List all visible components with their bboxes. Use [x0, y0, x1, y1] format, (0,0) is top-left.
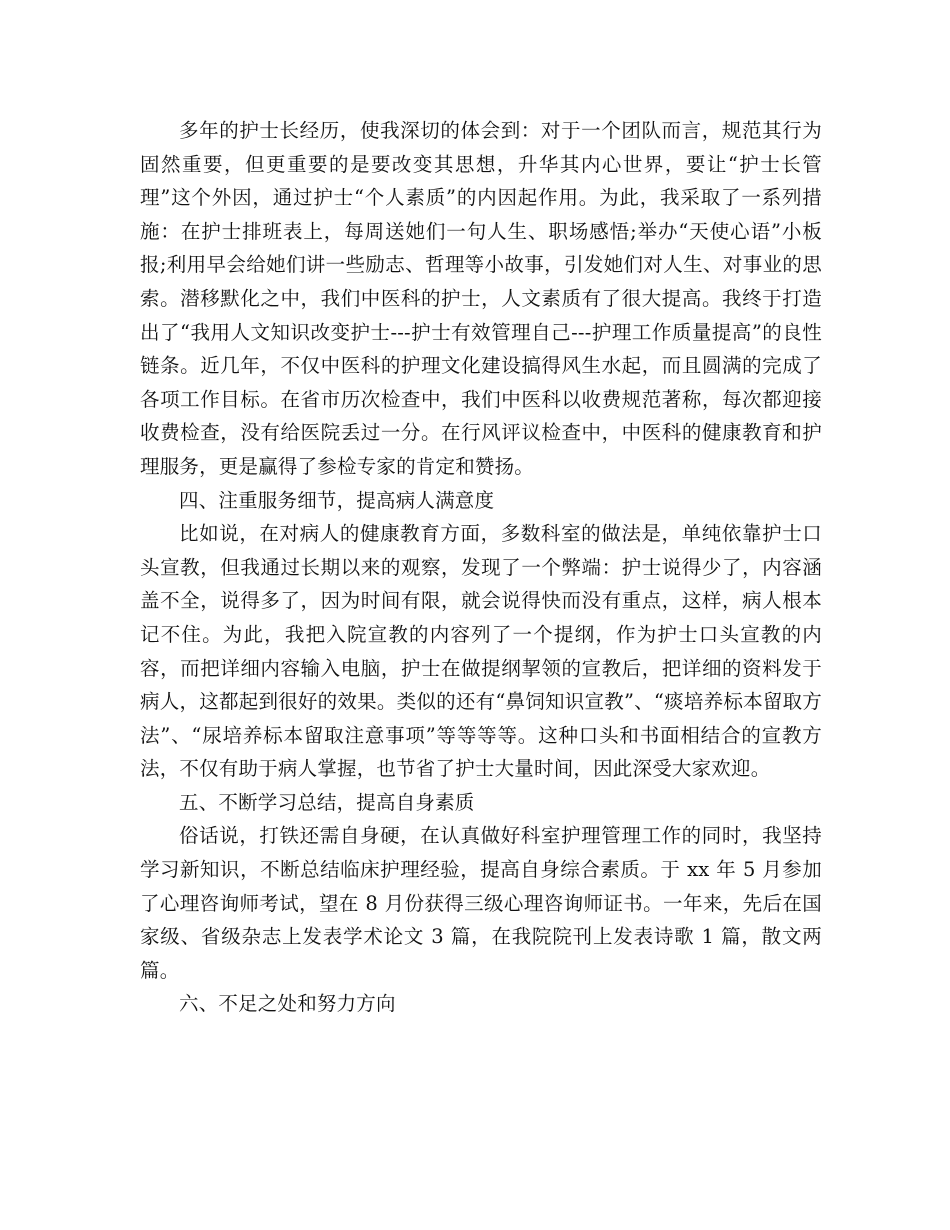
- paragraph-learning-summary: 俗话说，打铁还需自身硬，在认真做好科室护理管理工作的同时，我坚持学习新知识，不断总结临床护理经验，提高自身综合素质。于 xx 年 5 月参加了心理咨询师考试，望在 8 月份获得三级心理咨询师证书。一年来，先后在国家级、省级杂志上发表学术论文 3 篇，在我院院刊上发表诗歌 1 篇，散文两篇。: [140, 824, 822, 982]
- document-page: [140, 114, 822, 1021]
- paragraph-health-education: 比如说，在对病人的健康教育方面，多数科室的做法是，单纯依靠护士口头宣教，但我通过长期以来的观察，发现了一个弊端：护士说得少了，内容涵盖不全，说得多了，因为时间有限，就会说得快而没有重点，这样，病人根本记不住。为此，我把入院宣教的内容列了一个提纲，作为护士口头宣教的内容，而把详细内容输入电脑，护士在做提纲挈领的宣教后，把详细的资料发于病人，这都起到很好的效果。类似的还有“鼻饲知识宣教”、“痰培养标本留取方法”、“尿培养标本留取注意事项”等等等等。这种口头和书面相结合的宣教方法，不仅有助于病人掌握，也节省了护士大量时间，因此深受大家欢迎。: [140, 522, 822, 781]
- section-heading-self-improvement: 五、不断学习总结，提高自身素质: [179, 790, 475, 814]
- section-heading-shortcomings: 六、不足之处和努力方向: [179, 992, 396, 1016]
- section-heading-service-details: 四、注重服务细节，提高病人满意度: [179, 488, 495, 512]
- paragraph-team-culture: 多年的护士长经历，使我深切的体会到：对于一个团队而言，规范其行为固然重要，但更重要的是要改变其思想，升华其内心世界，要让“护士长管理”这个外因，通过护士“个人素质”的内因起作用。为此，我采取了一系列措施：在护士排班表上，每周送她们一句人生、职场感悟;举办“天使心语”小板报;利用早会给她们讲一些励志、哲理等小故事，引发她们对人生、对事业的思索。潜移默化之中，我们中医科的护士，人文素质有了很大提高。我终于打造出了“我用人文知识改变护士---护士有效管理自己---护理工作质量提高”的良性链条。近几年，不仅中医科的护理文化建设搞得风生水起，而且圆满的完成了各项工作目标。在省市历次检查中，我们中医科以收费规范著称，每次都迎接收费检查，没有给医院丢过一分。在行风评议检查中，中医科的健康教育和护理服务，更是赢得了参检专家的肯定和赞扬。: [140, 119, 822, 478]
